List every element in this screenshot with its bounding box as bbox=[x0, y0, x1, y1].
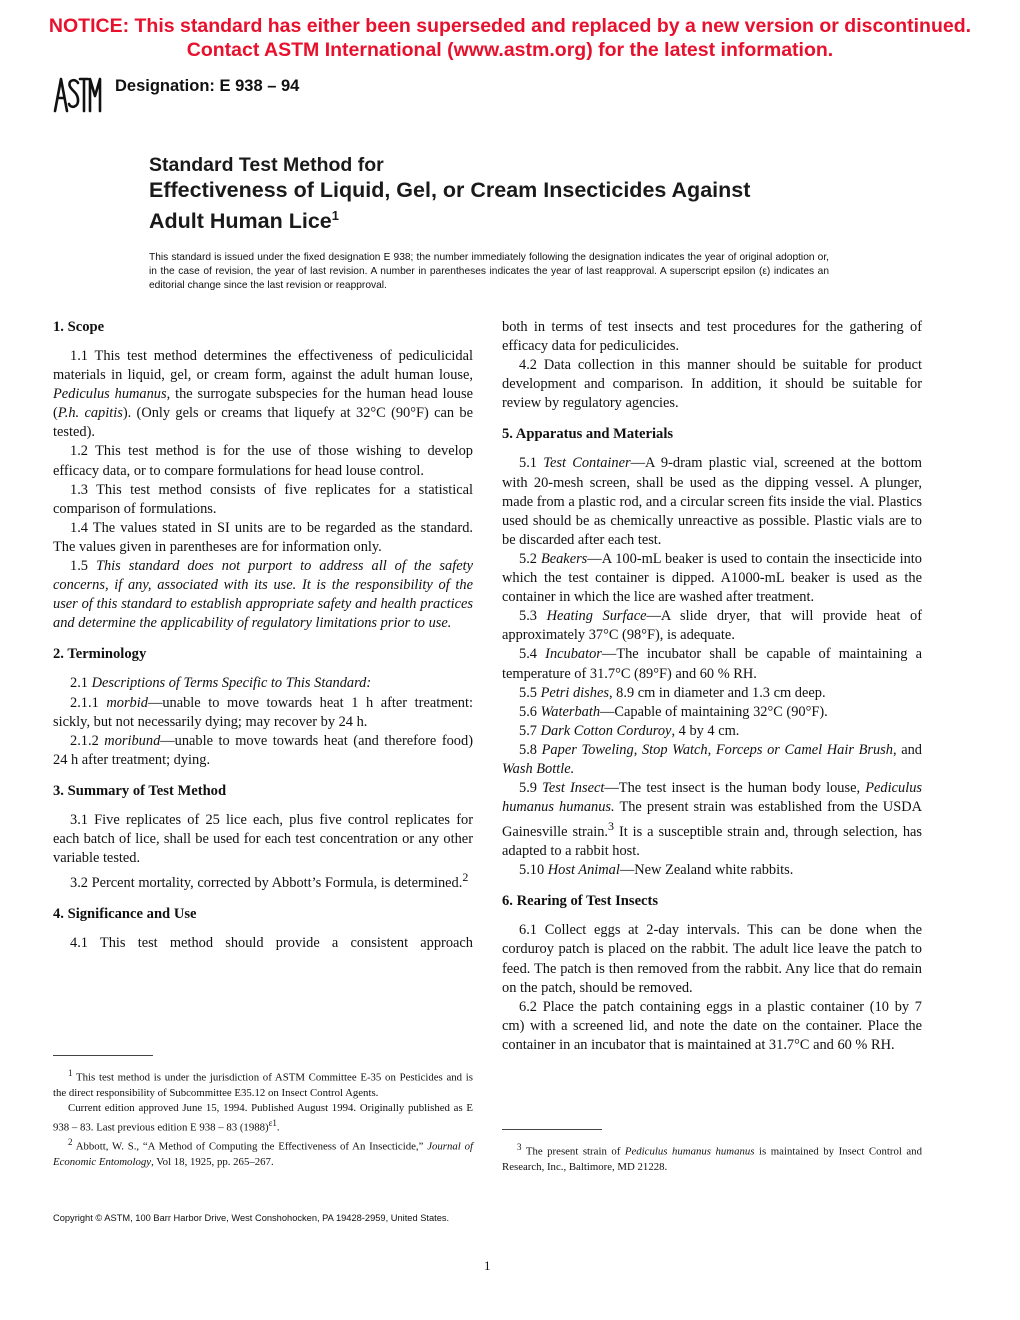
page-number: 1 bbox=[484, 1258, 491, 1273]
paragraph-2-1-1: 2.1.1 morbid—unable to move towards heat 1 h after treatment: sickly, but not necessarily dying; may recover by 24 h. bbox=[53, 694, 473, 730]
logo-text: ASTM bbox=[52, 76, 55, 77]
paragraph-1-3: 1.3 This test method consists of five replicates for a statistical comparison of formulations. bbox=[53, 481, 473, 517]
paragraph-4-1: 4.1 This test method should provide a consistent approach bbox=[70, 935, 473, 952]
title-line-3: Adult Human Lice$^1$ bbox=[149, 208, 339, 234]
paragraph-5-10: 5.10 Host Animal—New Zealand white rabbits. bbox=[519, 862, 794, 879]
paragraph-5-7: 5.7 Dark Cotton Corduroy, 4 by 4 cm. bbox=[519, 722, 740, 739]
paragraph-6-2: 6.2 Place the patch containing eggs in a plastic container (10 by 7 cm) with a screened lid, and note the date on the container. Place the container in an incubator that is maintained at 31.7°C and 60 % RH. bbox=[502, 998, 922, 1053]
paragraph-4-2: 4.2 Data collection in this manner should be suitable for product development and comparison. In addition, it should be suitable for review by regulatory agencies. bbox=[502, 357, 922, 412]
paragraph-3-2: 3.2 Percent mortality, corrected by Abbott’s Formula, is determined.$^2$ bbox=[70, 870, 469, 891]
notice-line-1: NOTICE: This standard has either been superseded and replaced by a new version or discontinued. bbox=[48, 15, 972, 37]
paragraph-5-3: 5.3 Heating Surface—A slide dryer, that will provide heat of approximately 37°C (98°F), is adequate. bbox=[502, 608, 922, 644]
section-heading-rearing: 6. Rearing of Test Insects bbox=[502, 893, 659, 910]
paragraph-5-4: 5.4 Incubator—The incubator shall be capable of maintaining a temperature of 31.7°C (89°F) and 60 % RH. bbox=[502, 646, 922, 682]
footnotes-right bbox=[502, 1129, 922, 1175]
notice-line-2: Contact ASTM International (www.astm.org) for the latest information. bbox=[186, 39, 834, 61]
paragraph-5-1: 5.1 Test Container—A 9-dram plastic vial, screened at the bottom with 20-mesh screen, shall be used as the dipping vessel. A plunger, made from a plastic rod, and a circular screen fits inside the vial. Plastics used should be as chemically unreactive as possible. Plastic vials are to be discarded after each test. bbox=[502, 455, 922, 548]
section-heading-significance: 4. Significance and Use bbox=[53, 906, 197, 923]
notice-banner bbox=[0, 14, 1020, 62]
issuance-note: This standard is issued under the fixed designation E 938; the number immediately following the designation indicates the year of original adoption or, in the case of revision, the year of last revision. A number in parentheses indicates the year of last reapproval. A superscript epsilon (ε) indicates an editorial change since the last revision or reapproval. bbox=[149, 252, 829, 291]
paragraph-1-1: 1.1 This test method determines the effectiveness of pediculicidal materials in liquid, gel, or cream form, against the adult human louse, Pediculus humanus, the surrogate subspecies for the human head louse (P.h. capitis). (Only gels or creams that liquefy at 32°C (90°F) can be tested). bbox=[53, 348, 474, 441]
section-heading-summary: 3. Summary of Test Method bbox=[53, 782, 227, 799]
left-column bbox=[53, 318, 473, 953]
paragraph-5-5: 5.5 Petri dishes, 8.9 cm in diameter and 1.3 cm deep. bbox=[519, 684, 826, 701]
footnote-2: $^2$ Abbott, W. S., “A Method of Computing the Effectiveness of An Insecticide,” Journal of Economic Entomology, Vol 18, 1925, pp. 265–267. bbox=[53, 1137, 473, 1168]
paragraph-2-1: 2.1 Descriptions of Terms Specific to This Standard: bbox=[70, 675, 372, 692]
paragraph-3-1: 3.1 Five replicates of 25 lice each, plus five control replicates for each batch of lice, shall be used for each test concentration or any other variable tested. bbox=[53, 811, 473, 867]
footnote-1-edition: Current edition approved June 15, 1994. Published August 1994. Originally published as E 938 – 83. Last previous edition E 938 – 83 $(1988)^{\varepsilon 1}$. bbox=[53, 1101, 473, 1134]
section-heading-terminology: 2. Terminology bbox=[53, 646, 147, 663]
document-title bbox=[149, 153, 869, 234]
paragraph-5-6: 5.6 Waterbath—Capable of maintaining 32°C (90°F). bbox=[519, 703, 828, 720]
paragraph-6-1: 6.1 Collect eggs at 2-day intervals. This can be done when the corduroy patch is placed on the rabbit. The adult lice leave the patch to feed. The patch is then removed from the rabbit. Any lice that do remain on the patch, should be removed. bbox=[502, 922, 922, 996]
paragraph-1-2: 1.2 This test method is for the use of those wishing to develop efficacy data, or to compare formulations for head louse control. bbox=[53, 443, 473, 479]
footnotes-left bbox=[53, 1055, 473, 1170]
title-line-2: Effectiveness of Liquid, Gel, or Cream Insecticides Against bbox=[149, 178, 751, 202]
title-footnote-mark: 1 bbox=[331, 208, 339, 223]
right-column bbox=[502, 318, 922, 1055]
copyright-line: Copyright © ASTM, 100 Barr Harbor Drive, West Conshohocken, PA 19428-2959, United States. bbox=[53, 1213, 450, 1223]
section-heading-scope: 1. Scope bbox=[53, 319, 105, 335]
designation: Designation: E 938 – 94 bbox=[115, 77, 300, 95]
section-heading-apparatus: 5. Apparatus and Materials bbox=[502, 426, 674, 443]
paragraph-1-5: 1.5 This standard does not purport to address all of the safety concerns, if any, associated with its use. It is the responsibility of the user of this standard to establish appropriate safety and health practices and determine the applicability of regulatory limitations prior to use. bbox=[53, 558, 473, 632]
paragraph-5-2: 5.2 Beakers—A 100-mL beaker is used to contain the insecticide into which the test container is dipped. A1000-mL beaker is used as the container in which the lice are washed after treatment. bbox=[502, 550, 922, 606]
paragraph-2-1-2: 2.1.2 moribund—unable to move towards heat (and therefore food) 24 h after treatment; dying. bbox=[53, 732, 473, 768]
footnote-1: $^1$ This test method is under the jurisdiction of ASTM Committee E-35 on Pesticides and is the direct responsibility of Subcommittee E35.12 on Insect Control Agents. bbox=[53, 1068, 473, 1099]
paragraph-5-9: 5.9 Test Insect—The test insect is the human body louse, Pediculus humanus humanus. The present strain was established from the USDA Gainesville strain.$^3$ It is a susceptible strain and, through selection, has adapted to a rabbit host. bbox=[502, 780, 922, 860]
footnote-3: $^3$ The present strain of Pediculus humanus humanus is maintained by Insect Control and Research, Inc., Baltimore, MD 21228. bbox=[502, 1142, 922, 1173]
title-line-1: Standard Test Method for bbox=[149, 154, 384, 176]
astm-logo bbox=[52, 76, 102, 114]
paragraph-1-4: 1.4 The values stated in SI units are to be regarded as the standard. The values given in parentheses are for information only. bbox=[53, 519, 473, 555]
paragraph-5-8: 5.8 Paper Toweling, Stop Watch, Forceps or Camel Hair Brush, and Wash Bottle. bbox=[502, 741, 922, 777]
paragraph-4-1-continued: both in terms of test insects and test procedures for the gathering of efficacy data for pediculicides. bbox=[502, 319, 922, 355]
